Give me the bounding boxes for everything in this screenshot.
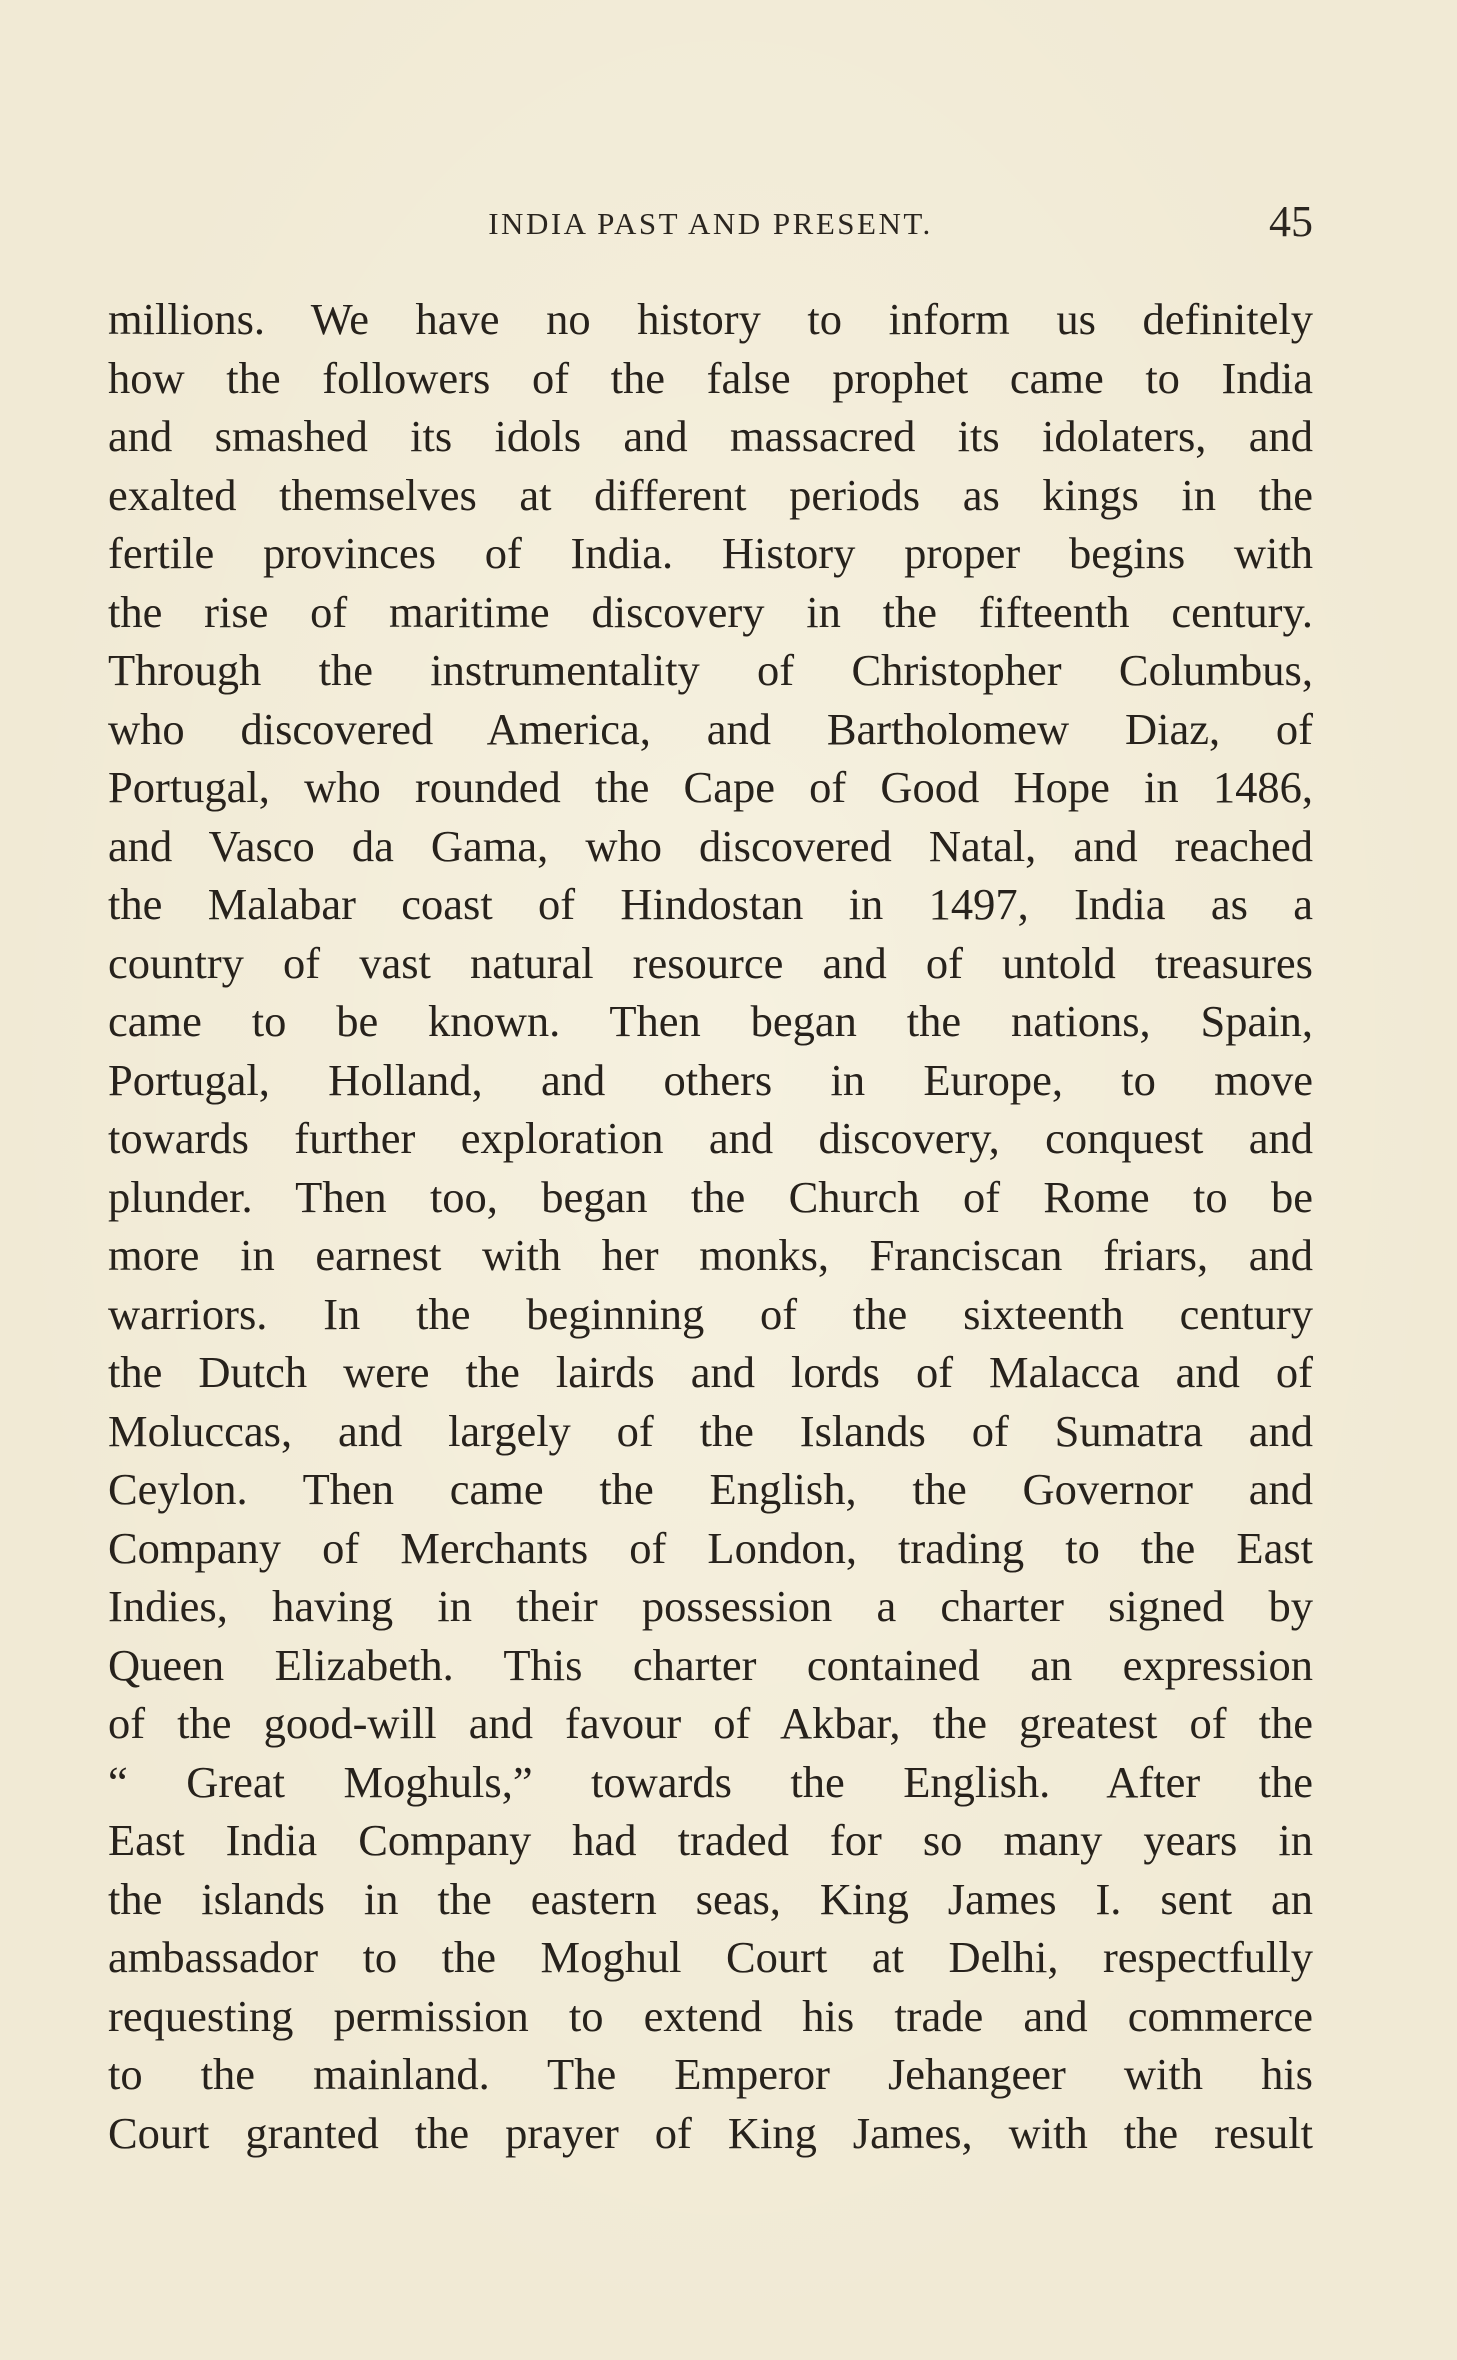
text-line: towards further exploration and discovery, conquest and — [108, 1113, 1313, 1163]
text-line: Portugal, Holland, and others in Europe, to move — [108, 1054, 1313, 1105]
text-line: millions. We have no history to inform us definitely — [108, 294, 1313, 344]
text-line: came to be known. Then began the nations, Spain, — [108, 996, 1313, 1046]
text-line: who discovered America, and Bartholomew Diaz, of — [108, 703, 1313, 754]
body-text — [108, 290, 1313, 2162]
text-line: of the good-will and favour of Akbar, the greatest of the — [108, 1698, 1313, 1748]
page-number: 45 — [1269, 197, 1313, 246]
text-line: Court granted the prayer of King James, with the result — [108, 2107, 1313, 2158]
text-line: the Dutch were the lairds and lords of Malacca and of — [108, 1347, 1313, 1397]
text-line: the Malabar coast of Hindostan in 1497, India as a — [108, 879, 1313, 929]
text-line: “ Great Moghuls,” towards the English. After the — [108, 1756, 1313, 1807]
text-line: more in earnest with her monks, Franciscan friars, and — [108, 1230, 1313, 1280]
text-line: the islands in the eastern seas, King James I. sent an — [108, 1873, 1313, 1924]
text-line: and smashed its idols and massacred its idolaters, and — [108, 411, 1313, 461]
running-title: INDIA PAST AND PRESENT. — [488, 206, 933, 241]
text-line: Ceylon. Then came the English, the Governor and — [108, 1464, 1313, 1514]
text-line: how the followers of the false prophet came to India — [108, 352, 1313, 403]
text-line: Company of Merchants of London, trading to the East — [108, 1522, 1313, 1573]
text-line: Through the instrumentality of Christopher Columbus, — [108, 645, 1313, 695]
text-line: ambassador to the Moghul Court at Delhi, respectfully — [108, 1932, 1313, 1982]
text-line: warriors. In the beginning of the sixteenth century — [108, 1288, 1313, 1339]
text-line: Indies, having in their possession a charter signed by — [108, 1581, 1313, 1631]
text-line: to the mainland. The Emperor Jehangeer with his — [108, 2049, 1313, 2099]
text-line: the rise of maritime discovery in the fifteenth century. — [108, 586, 1313, 637]
text-line: and Vasco da Gama, who discovered Natal, and reached — [108, 820, 1313, 871]
text-line: East India Company had traded for so many years in — [108, 1815, 1313, 1865]
text-line: Queen Elizabeth. This charter contained an expression — [108, 1639, 1313, 1690]
text-line: Portugal, who rounded the Cape of Good Hope in 1486, — [108, 762, 1313, 812]
text-line: country of vast natural resource and of untold treasures — [108, 937, 1313, 988]
text-line: exalted themselves at different periods as kings in the — [108, 469, 1313, 520]
text-line: requesting permission to extend his trade and commerce — [108, 1990, 1313, 2041]
text-line: Moluccas, and largely of the Islands of Sumatra and — [108, 1405, 1313, 1456]
text-line: plunder. Then too, began the Church of Rome to be — [108, 1171, 1313, 1222]
text-line: fertile provinces of India. History proper begins with — [108, 528, 1313, 578]
page-header — [108, 196, 1313, 248]
